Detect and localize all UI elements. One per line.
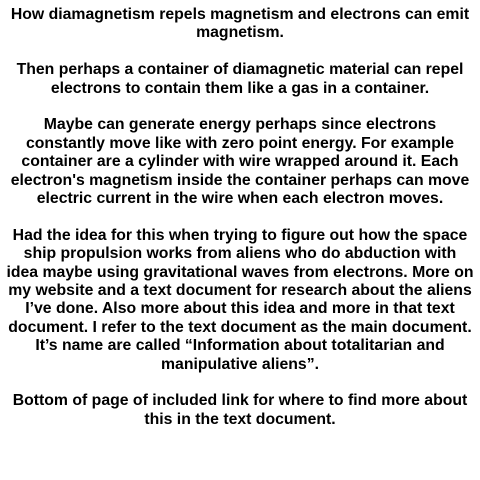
paragraph-link-note: Bottom of page of included link for where to find more about this in the text document. [12,392,468,428]
paragraph-container-idea: Then perhaps a container of diamagnetic material can repel electrons to contain them like a gas in a container. [16,61,464,97]
paragraph-diamagnetism-intro: How diamagnetism repels magnetism and electrons can emit magnetism. [10,6,470,42]
paragraph-energy-generation: Maybe can generate energy perhaps since electrons constantly move like with zero point energy. For example container are a cylinder with wire wrapped around it. Each electron's magnetism inside the container perhaps can move electric current in the wire when each electron moves. [10,116,470,208]
paragraph-origin-of-idea: Had the idea for this when trying to figure out how the space ship propulsion works from aliens who do abduction with idea maybe using gravitational waves from electrons. More on my website and a text document for research about the aliens I’ve done. Also more about this idea and more in that text document. I refer to the text document as the main document. It’s name are called “Information about totalitarian and manipulative aliens”. [6,226,474,373]
